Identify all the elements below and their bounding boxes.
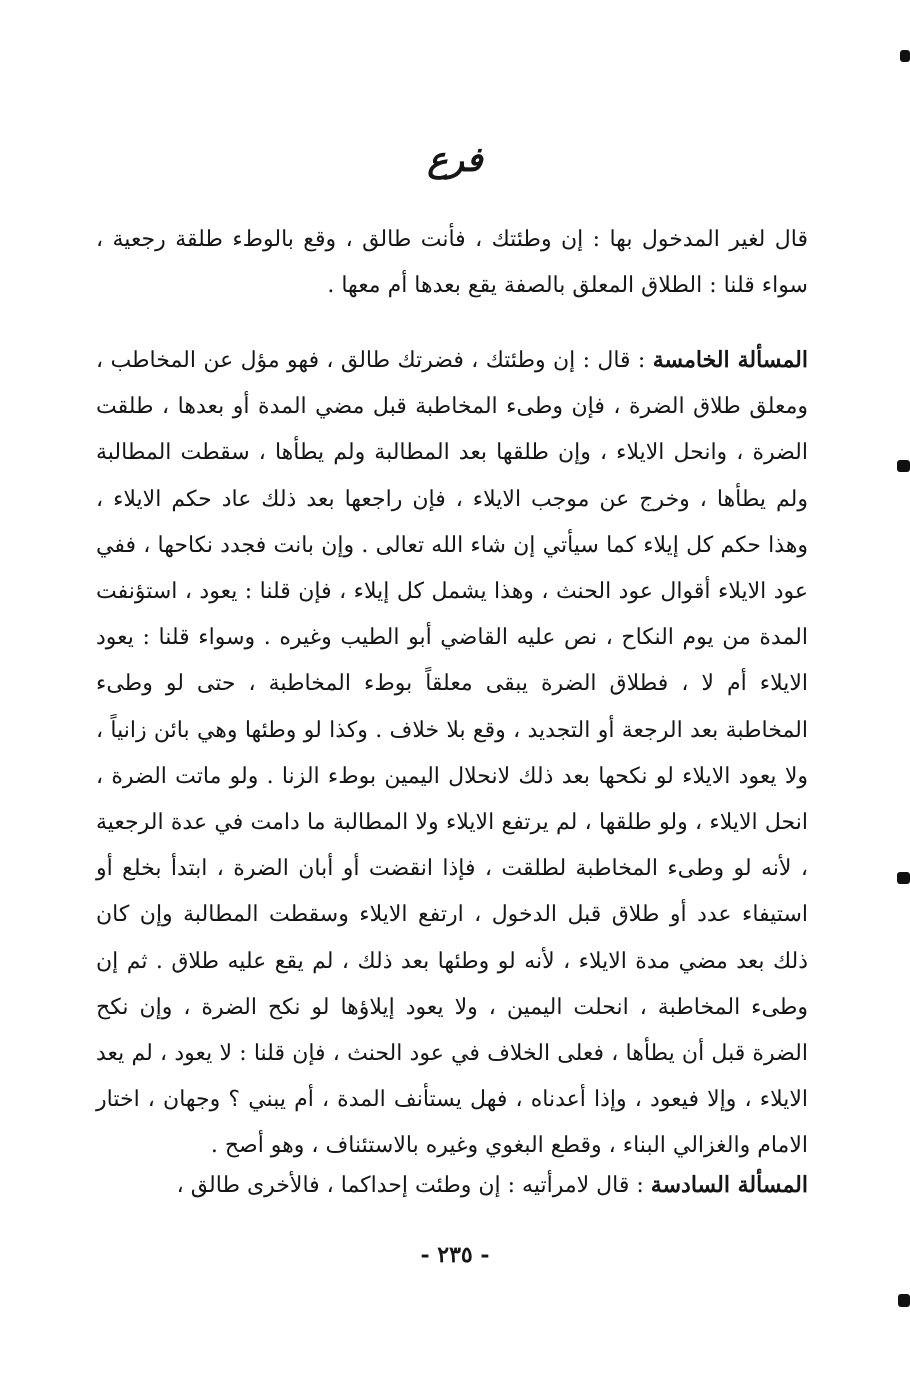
issue-5-paragraph [96, 337, 808, 1170]
scan-edge-mark [897, 872, 910, 884]
paragraph-1 [96, 217, 808, 309]
issue-6-text: : قال لامرأتيه : إن وطئت إحداكما ، فالأخرى طالق ، [176, 1173, 651, 1198]
section-heading: فرع [427, 140, 483, 180]
issue-5-text: : قال : إن وطئتك ، فضرتك طالق ، فهو مؤل عن المخاطب ، ومعلق طلاق الضرة ، فإن وطىء المخاطبة قبل مضي المدة أو بعدها ، طلقت الضرة ، وانحل الايلاء ، وإن طلقها بعد المطالبة ولم يطأها ، سقطت المطالبة ولم يطأها ، وخرج عن موجب الايلاء ، فإن راجعها بعد ذلك عاد حكم الايلاء ، وهذا حكم كل إيلاء كما سيأتي إن شاء الله تعالى . وإن بانت فجدد نكاحها ، ففي عود الايلاء أقوال عود الحنث ، وهذا يشمل كل إيلاء ، فإن قلنا : يعود ، استؤنفت المدة من يوم النكاح ، نص عليه القاضي أبو الطيب وغيره . وسواء قلنا : يعود الايلاء أم لا ، فطلاق الضرة يبقى معلقاً بوطء المخاطبة ، حتى لو وطىء المخاطبة بعد الرجعة أو التجديد ، وقع بلا خلاف . وكذا لو وطئها وهي بائن زانياً ، ولا يعود الايلاء لو نكحها بعد ذلك لانحلال اليمين بوطء الزنا . ولو ماتت الضرة ، انحل الايلاء ، ولو طلقها ، لم يرتفع الايلاء ولا المطالبة ما دامت في عدة الرجعية ، لأنه لو وطىء المخاطبة لطلقت ، فإذا انقضت أو أبان الضرة ، ابتدأ بخلع أو استيفاء عدد أو طلاق قبل الدخول ، ارتفع الايلاء وسقطت المطالبة وإن كان ذلك بعد مضي مدة الايلاء ، لأنه لو وطئها بعد ذلك ، لم يقع عليه طلاق . ثم إن وطىء المخاطبة ، انحلت اليمين ، ولا يعود إيلاؤها لو نكح الضرة ، وإن نكح الضرة قبل أن يطأها ، فعلى الخلاف في عود الحنث ، فإن قلنا : لا يعود ، لم يعد الايلاء ، وإلا فيعود ، وإذا أعدناه ، فهل يستأنف المدة ، أم يبني ؟ وجهان ، اختار الامام والغزالي البناء ، وقطع البغوي وغيره بالاستئناف ، وهو أصح . [96, 348, 808, 1159]
issue-6-paragraph [96, 1162, 808, 1209]
issue-6-body [96, 1162, 808, 1209]
issue-6-label: المسألة السادسة [650, 1172, 808, 1198]
issue-5-label: المسألة الخامسة [652, 347, 808, 373]
scan-edge-mark [897, 460, 910, 472]
scan-edge-mark [898, 1294, 910, 1307]
issue-5-body [96, 337, 808, 1170]
scan-edge-mark [900, 50, 910, 62]
page-number: - ٢٣٥ - [420, 1242, 490, 1268]
paragraph-1-text: قال لغير المدخول بها : إن وطئتك ، فأنت طالق ، وقع بالوطء طلقة رجعية ، سواء قلنا : الطلاق المعلق بالصفة يقع بعدها أم معها . [96, 227, 808, 299]
